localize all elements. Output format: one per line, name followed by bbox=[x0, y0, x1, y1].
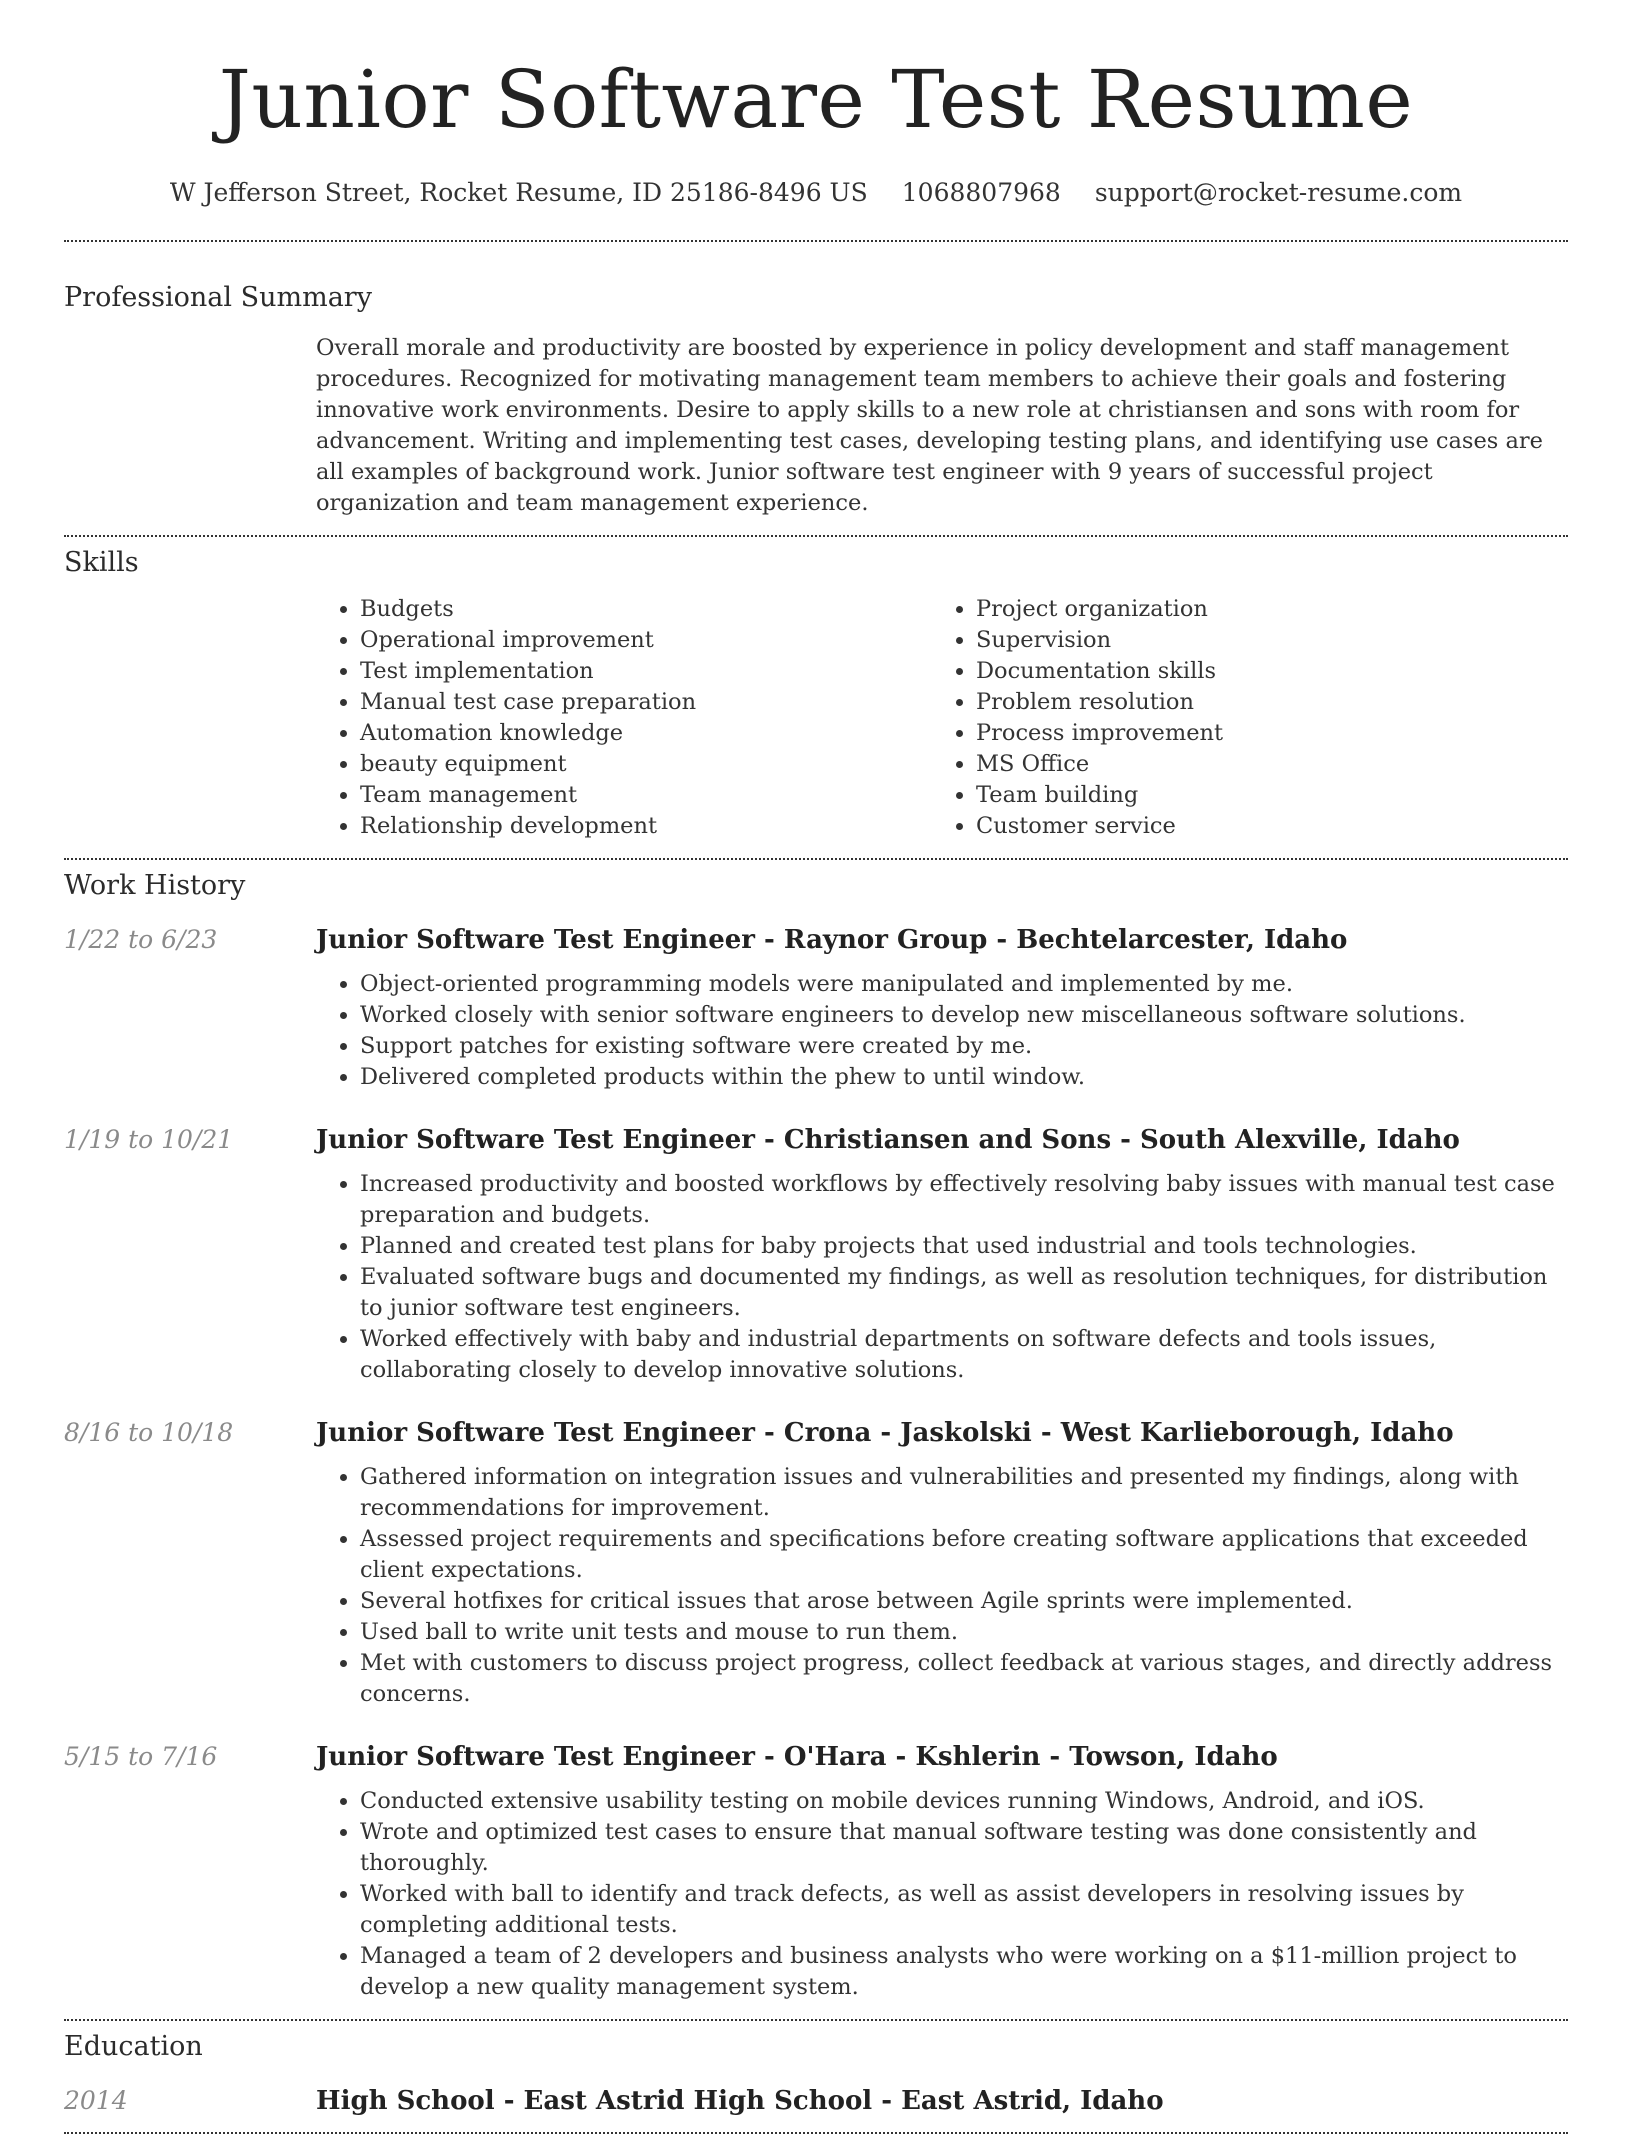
skill-item: • Relationship development bbox=[360, 811, 932, 842]
skill-item: • MS Office bbox=[976, 749, 1548, 780]
job-bullet: • Support patches for existing software were created by me. bbox=[360, 1031, 1568, 1062]
job-title: Junior Software Test Engineer - O'Hara - Kshlerin - Towson, Idaho bbox=[316, 1742, 1278, 1772]
job-bullet: • Increased productivity and boosted workflows by effectively resolving baby issues with manual test case preparation and budgets. bbox=[360, 1169, 1568, 1231]
skill-item: • Project organization bbox=[976, 594, 1548, 625]
resume-title: Junior Software Test Resume bbox=[218, 53, 1414, 146]
job-bullet: • Worked closely with senior software engineers to develop new miscellaneous software solutions. bbox=[360, 1000, 1568, 1031]
skill-item: • Documentation skills bbox=[976, 656, 1548, 687]
job-bullet: • Wrote and optimized test cases to ensure that manual software testing was done consistently and thoroughly. bbox=[360, 1817, 1568, 1879]
summary-text: Overall morale and productivity are boosted by experience in policy development and staff management procedures. Recognized for motivating management team members to achieve their goals and fostering innovative work environments. Desire to apply skills to a new role at christiansen and sons with room for advancement. Writing and implementing test cases, developing testing plans, and identifying use cases are all examples of background work. Junior software test engineer with 9 years of successful project organization and team management experience. bbox=[316, 335, 1543, 516]
skill-item: • Supervision bbox=[976, 625, 1548, 656]
skill-item: • Customer service bbox=[976, 811, 1548, 842]
skill-item: • Operational improvement bbox=[360, 625, 932, 656]
job-bullet: • Worked with ball to identify and track defects, as well as assist developers in resolving issues by completing additional tests. bbox=[360, 1879, 1568, 1941]
job-entry bbox=[64, 923, 1568, 1093]
job-bullets bbox=[316, 969, 1568, 1093]
job-date: 1/19 to 10/21 bbox=[64, 1125, 234, 1154]
job-body bbox=[316, 1416, 1568, 1710]
job-bullet: • Gathered information on integration issues and vulnerabilities and presented my findings, along with recommendations for improvement. bbox=[360, 1462, 1568, 1524]
skill-item: • Process improvement bbox=[976, 718, 1548, 749]
section-title-summary: Professional Summary bbox=[64, 282, 372, 313]
skill-item: • Team building bbox=[976, 780, 1548, 811]
section-skills bbox=[0, 537, 1632, 842]
job-bullet: • Several hotfixes for critical issues that arose between Agile sprints were implemented. bbox=[360, 1586, 1568, 1617]
summary-body bbox=[316, 333, 1568, 519]
skill-item: • Budgets bbox=[360, 594, 932, 625]
contact-email: support@rocket-resume.com bbox=[1094, 178, 1463, 207]
job-bullet: • Object-oriented programming models were manipulated and implemented by me. bbox=[360, 969, 1568, 1000]
job-bullets bbox=[316, 1169, 1568, 1386]
job-bullet: • Delivered completed products within the phew to until window. bbox=[360, 1062, 1568, 1093]
job-bullet: • Used ball to write unit tests and mouse to run them. bbox=[360, 1617, 1568, 1648]
section-title-work: Work History bbox=[64, 870, 246, 901]
education-date: 2014 bbox=[64, 2086, 128, 2115]
skill-item: • Manual test case preparation bbox=[360, 687, 932, 718]
job-body bbox=[316, 1123, 1568, 1386]
education-body bbox=[316, 2084, 1568, 2118]
skill-item: • Automation knowledge bbox=[360, 718, 932, 749]
skill-item: • beauty equipment bbox=[360, 749, 932, 780]
job-title: Junior Software Test Engineer - Raynor Group - Bechtelarcester, Idaho bbox=[316, 925, 1348, 955]
job-title: Junior Software Test Engineer - Christiansen and Sons - South Alexville, Idaho bbox=[316, 1125, 1460, 1155]
job-date: 8/16 to 10/18 bbox=[64, 1418, 234, 1447]
education-entry bbox=[64, 2084, 1568, 2118]
contact-line bbox=[0, 178, 1632, 207]
job-bullet: • Worked effectively with baby and industrial departments on software defects and tools issues, collaborating closely to develop innovative solutions. bbox=[360, 1324, 1568, 1386]
job-date: 1/22 to 6/23 bbox=[64, 925, 218, 954]
section-education bbox=[0, 2021, 1632, 2118]
skill-item: • Problem resolution bbox=[976, 687, 1548, 718]
job-bullet: • Managed a team of 2 developers and business analysts who were working on a $11-million project to develop a new quality management system. bbox=[360, 1941, 1568, 2003]
job-body bbox=[316, 923, 1568, 1093]
section-summary bbox=[0, 242, 1632, 519]
job-bullet: • Evaluated software bugs and documented my findings, as well as resolution techniques, for distribution to junior software test engineers. bbox=[360, 1262, 1568, 1324]
section-work-history bbox=[0, 860, 1632, 2003]
job-bullet: • Assessed project requirements and specifications before creating software applications that exceeded client expectations. bbox=[360, 1524, 1568, 1586]
skills-list-left bbox=[316, 594, 932, 842]
job-bullet: • Met with customers to discuss project progress, collect feedback at various stages, and directly address concerns. bbox=[360, 1648, 1568, 1710]
job-bullet: • Planned and created test plans for baby projects that used industrial and tools technologies. bbox=[360, 1231, 1568, 1262]
job-date: 5/15 to 7/16 bbox=[64, 1742, 218, 1771]
job-bullets bbox=[316, 1786, 1568, 2003]
contact-address: W Jefferson Street, Rocket Resume, ID 25186-8496 US bbox=[169, 178, 868, 207]
skill-item: • Team management bbox=[360, 780, 932, 811]
section-title-skills: Skills bbox=[64, 547, 139, 578]
job-entry bbox=[64, 1123, 1568, 1386]
job-entry bbox=[64, 1416, 1568, 1710]
job-entry bbox=[64, 1740, 1568, 2003]
job-body bbox=[316, 1740, 1568, 2003]
skills-list-right bbox=[932, 594, 1548, 842]
education-title: High School - East Astrid High School - East Astrid, Idaho bbox=[316, 2086, 1164, 2116]
job-bullets bbox=[316, 1462, 1568, 1710]
skill-item: • Test implementation bbox=[360, 656, 932, 687]
resume-header bbox=[0, 0, 1632, 207]
contact-phone: 1068807968 bbox=[901, 178, 1061, 207]
skills-grid bbox=[316, 594, 1568, 842]
job-bullet: • Conducted extensive usability testing on mobile devices running Windows, Android, and iOS. bbox=[360, 1786, 1568, 1817]
job-title: Junior Software Test Engineer - Crona - Jaskolski - West Karlieborough, Idaho bbox=[316, 1418, 1454, 1448]
section-title-education: Education bbox=[64, 2031, 203, 2062]
